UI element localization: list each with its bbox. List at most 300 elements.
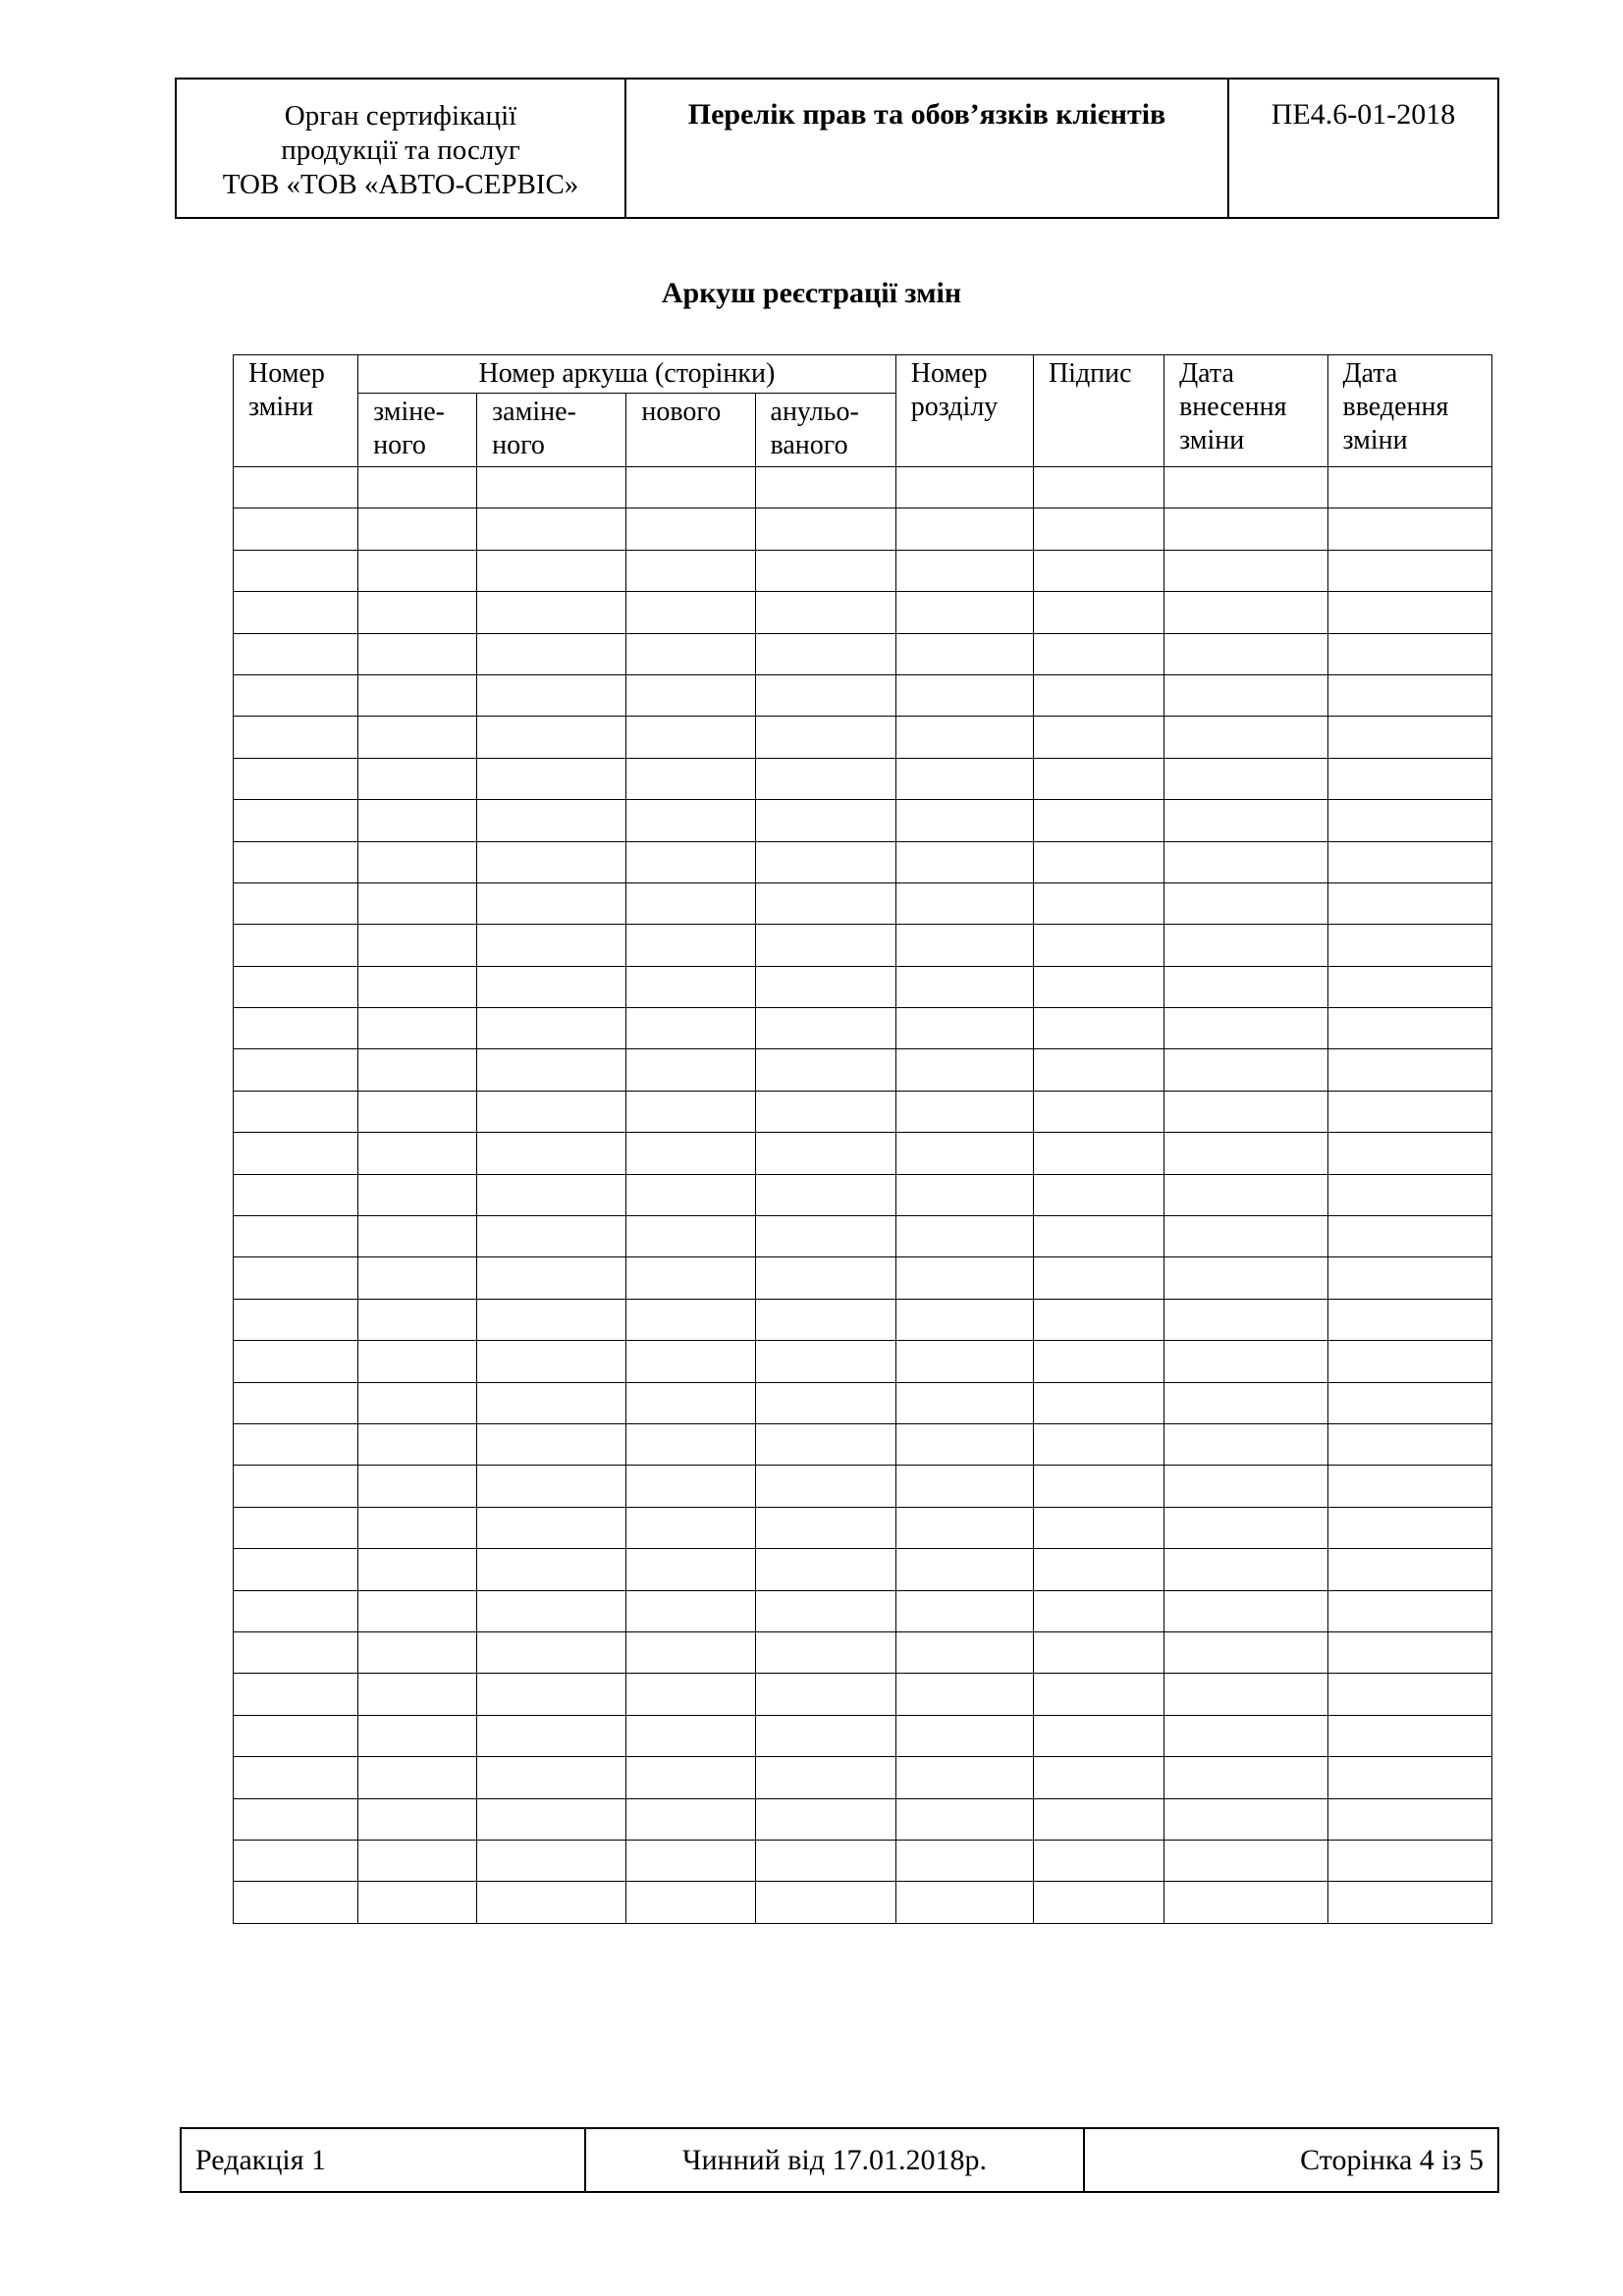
table-cell [358,1174,477,1215]
header-entry-date-line-3: зміни [1179,425,1245,455]
table-cell [1033,633,1163,674]
table-cell [1164,674,1327,716]
table-cell [626,1049,755,1091]
table-cell [626,966,755,1007]
table-cell [1164,841,1327,882]
table-cell [358,467,477,508]
table-cell [895,1549,1033,1590]
table-row [234,1008,1492,1049]
table-row [234,550,1492,591]
table-cell [1164,1590,1327,1631]
table-cell [358,1507,477,1548]
table-cell [477,1216,626,1257]
table-cell [477,1715,626,1756]
table-cell [895,882,1033,924]
table-cell [477,1382,626,1423]
table-cell [234,508,358,550]
table-cell [895,1631,1033,1673]
table-cell [1033,1341,1163,1382]
table-cell [1327,467,1492,508]
table-cell [477,1674,626,1715]
table-cell [1033,1507,1163,1548]
table-cell [234,1674,358,1715]
table-cell [477,1840,626,1881]
table-cell [358,1882,477,1923]
table-cell [1164,717,1327,758]
table-cell [626,1341,755,1382]
table-cell [1164,1507,1327,1548]
table-cell [626,1216,755,1257]
table-cell [477,1590,626,1631]
table-cell [358,633,477,674]
table-cell [477,758,626,799]
table-cell [755,925,895,966]
table-cell [755,1840,895,1881]
table-cell [1033,508,1163,550]
table-cell [1033,550,1163,591]
table-cell [1327,1757,1492,1798]
table-cell [755,1507,895,1548]
table-cell [1164,1757,1327,1798]
table-cell [234,592,358,633]
table-cell [358,1008,477,1049]
table-cell [234,758,358,799]
table-cell [234,1549,358,1590]
page-number: Сторінка 4 із 5 [1084,2128,1498,2192]
table-cell [358,674,477,716]
table-cell [477,717,626,758]
header-cancelled-line-1: анульо- [770,397,859,427]
table-cell [755,1798,895,1840]
table-cell [895,467,1033,508]
table-cell [1164,925,1327,966]
table-cell [358,508,477,550]
table-cell [234,1257,358,1299]
table-row [234,1466,1492,1507]
table-cell [1327,1216,1492,1257]
header-new: нового [626,394,755,467]
table-cell [358,1798,477,1840]
table-cell [755,550,895,591]
table-cell [358,1049,477,1091]
table-cell [358,882,477,924]
table-cell [477,1008,626,1049]
table-cell [358,841,477,882]
table-cell [895,1715,1033,1756]
table-cell [1327,508,1492,550]
table-cell [234,633,358,674]
table-cell [755,1049,895,1091]
table-cell [1164,758,1327,799]
table-cell [755,1674,895,1715]
header-change-number [234,355,358,467]
table-cell [895,1507,1033,1548]
table-cell [1327,1091,1492,1132]
table-cell [358,1341,477,1382]
header-change-number-line-2: зміни [248,392,314,422]
table-cell [234,966,358,1007]
table-cell [358,592,477,633]
table-cell [755,758,895,799]
table-cell [1033,1216,1163,1257]
table-cell [477,467,626,508]
table-cell [234,1590,358,1631]
table-row [234,1840,1492,1881]
table-cell [626,1549,755,1590]
table-row [234,1757,1492,1798]
header-replaced-line-2: ного [492,430,545,460]
table-cell [477,1549,626,1590]
table-cell [358,1466,477,1507]
table-row [234,633,1492,674]
table-cell [1164,882,1327,924]
table-cell [1327,1507,1492,1548]
header-section-number-line-2: розділу [910,392,999,422]
table-cell [895,1674,1033,1715]
table-cell [1327,1423,1492,1465]
table-row [234,925,1492,966]
table-cell [1164,1216,1327,1257]
table-cell [477,1466,626,1507]
table-row [234,1798,1492,1840]
document-code: ПЕ4.6-01-2018 [1228,79,1498,218]
table-cell [1033,1590,1163,1631]
table-cell [1327,1133,1492,1174]
table-row [234,1133,1492,1174]
table-cell [1327,1674,1492,1715]
table-cell [234,1840,358,1881]
table-cell [1327,1798,1492,1840]
table-cell [895,508,1033,550]
table-cell [234,1341,358,1382]
table-cell [626,1590,755,1631]
table-cell [626,925,755,966]
table-cell [358,1091,477,1132]
table-cell [1164,1257,1327,1299]
header-entry-date-line-2: внесення [1179,392,1287,422]
table-cell [234,1507,358,1548]
table-cell [1327,592,1492,633]
table-cell [358,1216,477,1257]
table-cell [895,1341,1033,1382]
table-cell [1033,1008,1163,1049]
table-cell [477,925,626,966]
table-cell [1327,1466,1492,1507]
table-cell [755,1466,895,1507]
table-cell [234,717,358,758]
table-cell [358,1631,477,1673]
table-cell [1327,800,1492,841]
table-cell [1327,1049,1492,1091]
table-row [234,1257,1492,1299]
table-cell [895,1757,1033,1798]
change-registration-table [233,354,1492,1924]
table-cell [1033,1466,1163,1507]
table-cell [1164,1840,1327,1881]
table-row [234,1049,1492,1091]
table-cell [1033,1757,1163,1798]
table-cell [895,674,1033,716]
table-row [234,1382,1492,1423]
table-cell [234,1091,358,1132]
table-cell [755,674,895,716]
table-row [234,592,1492,633]
table-cell [626,1757,755,1798]
table-row [234,1091,1492,1132]
table-cell [477,882,626,924]
table-cell [358,1549,477,1590]
table-cell [1033,1798,1163,1840]
table-cell [626,1507,755,1548]
table-cell [477,1257,626,1299]
table-cell [626,1008,755,1049]
table-row [234,674,1492,716]
edition: Редакція 1 [181,2128,585,2192]
table-cell [1327,674,1492,716]
table-cell [895,1382,1033,1423]
table-cell [626,882,755,924]
change-registration-body [234,467,1492,1924]
header-cancelled-line-2: ваного [770,430,848,460]
header-changed [358,394,477,467]
table-cell [755,966,895,1007]
table-cell [895,1466,1033,1507]
table-cell [1327,841,1492,882]
table-cell [358,1382,477,1423]
table-cell [895,1798,1033,1840]
table-cell [234,1631,358,1673]
table-cell [358,925,477,966]
header-entry-date [1164,355,1327,467]
table-cell [626,674,755,716]
table-cell [358,1299,477,1340]
table-cell [895,925,1033,966]
table-cell [755,1715,895,1756]
table-cell [1033,758,1163,799]
table-cell [1164,592,1327,633]
table-cell [626,1798,755,1840]
table-cell [755,1549,895,1590]
table-cell [755,1590,895,1631]
table-cell [626,1674,755,1715]
table-cell [477,1091,626,1132]
table-cell [477,1757,626,1798]
table-row [234,1715,1492,1756]
table-cell [358,1840,477,1881]
table-cell [1327,717,1492,758]
table-cell [1327,1382,1492,1423]
header-effective-date-line-1: Дата [1342,358,1398,389]
table-cell [234,800,358,841]
table-cell [626,633,755,674]
table-cell [895,717,1033,758]
document-footer [180,2127,1499,2193]
table-cell [626,758,755,799]
table-row [234,1631,1492,1673]
table-cell [1327,1549,1492,1590]
header-effective-date [1327,355,1492,467]
table-cell [626,508,755,550]
table-cell [1164,1049,1327,1091]
table-cell [626,1133,755,1174]
table-cell [477,966,626,1007]
table-cell [358,717,477,758]
table-cell [895,1299,1033,1340]
table-cell [1033,467,1163,508]
table-cell [755,508,895,550]
table-row [234,966,1492,1007]
table-cell [755,1174,895,1215]
table-cell [1164,1631,1327,1673]
table-row [234,882,1492,924]
table-cell [626,1840,755,1881]
table-cell [1327,1840,1492,1881]
table-cell [358,1674,477,1715]
table-cell [755,1008,895,1049]
table-cell [755,1216,895,1257]
header-section-number [895,355,1033,467]
table-cell [755,1757,895,1798]
table-cell [895,1882,1033,1923]
table-cell [895,800,1033,841]
table-cell [626,592,755,633]
table-cell [477,674,626,716]
table-cell [477,592,626,633]
table-cell [1033,1882,1163,1923]
table-cell [358,1757,477,1798]
organization-line-1: Орган сертифікації [284,100,517,132]
table-cell [234,1466,358,1507]
table-cell [234,1049,358,1091]
table-cell [234,1008,358,1049]
table-cell [234,1423,358,1465]
table-cell [1033,882,1163,924]
table-cell [755,1091,895,1132]
table-cell [626,1631,755,1673]
table-cell [234,1133,358,1174]
header-cancelled [755,394,895,467]
table-cell [1327,758,1492,799]
table-cell [234,1798,358,1840]
table-cell [1327,1715,1492,1756]
table-cell [234,674,358,716]
table-cell [1164,633,1327,674]
table-cell [626,841,755,882]
table-cell [1327,1882,1492,1923]
table-cell [1164,1341,1327,1382]
header-effective-date-line-2: введення [1342,392,1449,422]
table-cell [1164,508,1327,550]
table-cell [895,758,1033,799]
table-cell [1327,633,1492,674]
header-changed-line-1: зміне- [373,397,445,427]
table-cell [755,717,895,758]
table-cell [234,467,358,508]
table-cell [1164,1133,1327,1174]
table-cell [477,508,626,550]
table-cell [626,1299,755,1340]
table-cell [1164,1466,1327,1507]
table-cell [234,1715,358,1756]
table-cell [477,1423,626,1465]
table-cell [1033,1549,1163,1590]
table-cell [1327,550,1492,591]
table-cell [358,550,477,591]
table-cell [234,925,358,966]
table-cell [755,800,895,841]
table-cell [626,717,755,758]
table-row [234,1507,1492,1548]
header-entry-date-line-1: Дата [1179,358,1234,389]
table-cell [755,1882,895,1923]
table-cell [1033,1631,1163,1673]
table-cell [1033,674,1163,716]
table-cell [1164,1674,1327,1715]
table-cell [755,1341,895,1382]
table-cell [1327,1299,1492,1340]
table-cell [234,1882,358,1923]
table-cell [1164,1882,1327,1923]
header-replaced [477,394,626,467]
table-cell [477,1341,626,1382]
table-cell [895,1216,1033,1257]
table-cell [477,550,626,591]
table-cell [626,1466,755,1507]
table-cell [626,800,755,841]
table-cell [1327,882,1492,924]
table-row [234,467,1492,508]
table-row [234,717,1492,758]
table-cell [1164,1299,1327,1340]
organization-cell [176,79,625,218]
table-row [234,1174,1492,1215]
table-cell [1033,1091,1163,1132]
table-cell [626,1174,755,1215]
table-cell [234,882,358,924]
table-cell [1327,925,1492,966]
table-cell [1033,1423,1163,1465]
table-cell [626,1715,755,1756]
document-header [175,78,1499,219]
table-cell [1164,800,1327,841]
table-cell [895,1091,1033,1132]
table-cell [895,592,1033,633]
table-cell [895,633,1033,674]
table-cell [1327,1008,1492,1049]
table-cell [626,1423,755,1465]
header-section-number-line-1: Номер [910,358,988,389]
table-cell [1164,1423,1327,1465]
table-cell [1164,966,1327,1007]
table-cell [477,1299,626,1340]
table-cell [755,882,895,924]
document-title: Перелік прав та обов’язків клієнтів [625,79,1228,218]
table-cell [895,1008,1033,1049]
table-cell [1327,1631,1492,1673]
table-row [234,1674,1492,1715]
table-cell [234,550,358,591]
table-cell [895,841,1033,882]
table-cell [1033,1674,1163,1715]
table-cell [895,1133,1033,1174]
header-effective-date-line-3: зміни [1342,425,1408,455]
table-row [234,1341,1492,1382]
table-cell [1164,1549,1327,1590]
table-row [234,1216,1492,1257]
table-cell [477,1631,626,1673]
table-cell [1033,925,1163,966]
table-cell [1327,1341,1492,1382]
